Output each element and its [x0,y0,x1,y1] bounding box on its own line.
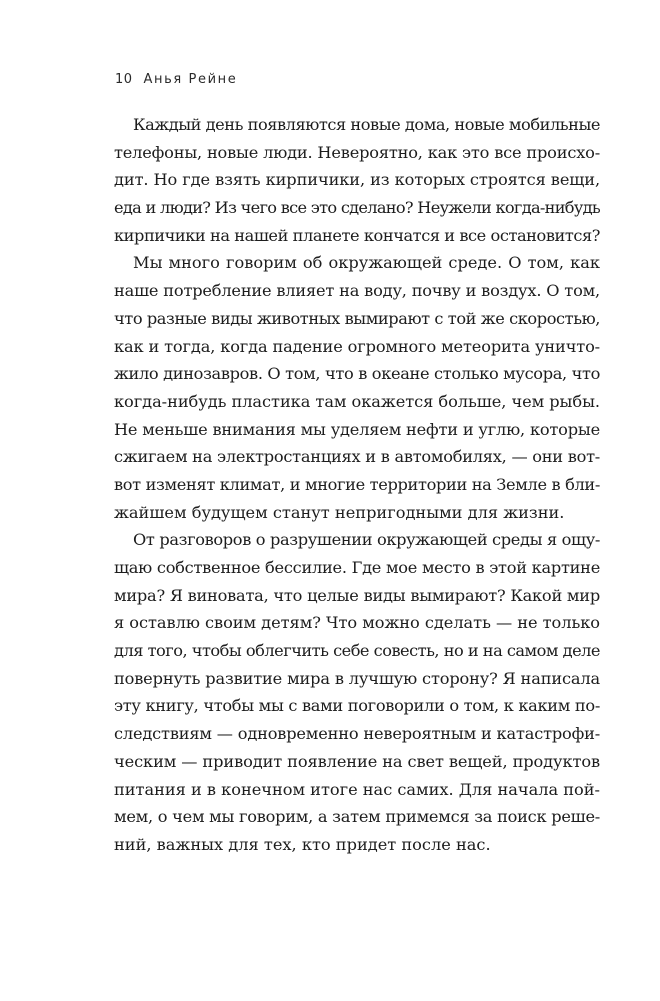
text-line: повернуть развитие мира в лучшую сторону? Я написала [114,668,600,688]
text-line: мем, о чем мы говорим, а затем примемся за поиск реше- [114,807,600,827]
running-head [115,72,237,87]
text-line: что разные виды животных вымирают с той же скоростью, [114,308,600,328]
paragraph [114,111,600,249]
text-line: питания и в конечном итоге нас самих. Для начала пой- [114,779,601,799]
text-line: Мы много говорим об окружающей среде. О том, как [133,253,600,273]
running-head-author: Анья Рейне [143,72,238,87]
text-line: для того, чтобы облегчить себе совесть, но и на самом деле [114,641,600,661]
text-line: еда и люди? Из чего все это сделано? Неужели когда-нибудь [114,198,600,218]
text-line: когда-нибудь пластика там окажется больше, чем рыбы. [114,391,600,411]
text-line: Каждый день появляются новые дома, новые мобильные [133,115,601,134]
text-line: наше потребление влияет на воду, почву и воздух. О том, [114,281,600,301]
text-line: как и тогда, когда падение огромного метеорита уничто- [114,336,601,356]
text-line: телефоны, новые люди. Невероятно, как это все происхо- [114,142,601,162]
text-line: От разговоров о разрушении окружающей среды я ощу- [133,530,600,550]
text-line: вот изменят климат, и многие территории на Земле в бли- [114,474,601,494]
text-line: Не меньше внимания мы уделяем нефти и углю, которые [114,419,600,439]
text-line: жило динозавров. О том, что в океане столько мусора, что [114,364,601,384]
text-line: щаю собственное бессилие. Где мое место в этой картине [114,558,601,577]
text-line: дит. Но где взять кирпичики, из которых строятся вещи, [114,170,601,190]
text-line: ческим — приводит появление на свет вещей, продуктов [114,751,600,771]
paragraph [114,249,600,526]
text-line: ний, важных для тех, кто придет после нас. [114,834,491,854]
text-line: сжигаем на электростанциях и в автомобилях, — они вот- [114,447,601,467]
text-line: я оставлю своим детям? Что можно сделать — не только [114,613,600,633]
page-number: 10 [115,72,133,87]
paragraph [114,526,600,858]
body-text [114,111,600,859]
text-line: следствиям — одновременно невероятным и катастрофи- [114,724,600,744]
text-line: эту книгу, чтобы мы с вами поговорили о том, к каким по- [114,696,600,716]
text-line: жайшем будущем станут непригодными для жизни. [114,502,565,522]
text-line: мира? Я виновата, что целые виды вымирают? Какой мир [114,585,600,605]
text-line: кирпичики на нашей планете кончатся и все остановится? [114,225,600,245]
